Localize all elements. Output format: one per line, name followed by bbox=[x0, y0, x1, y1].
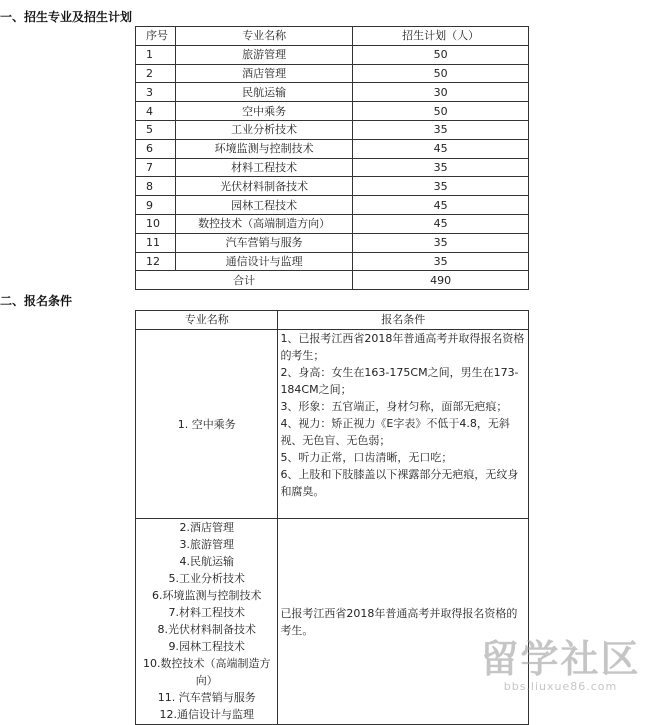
condition-item: 4、视力：矫正视力《E字表》不低于4.8，无斜视、无色盲、无色弱； bbox=[280, 417, 510, 447]
row-no: 4 bbox=[136, 102, 176, 121]
major-name: 11. 汽车营销与服务 bbox=[157, 691, 256, 704]
table-row bbox=[136, 45, 529, 64]
row-no: 7 bbox=[136, 158, 176, 177]
row-no: 3 bbox=[136, 83, 176, 102]
major-name: 1. 空中乘务 bbox=[177, 418, 236, 431]
header-major: 专业名称 bbox=[136, 311, 278, 330]
total-value: 490 bbox=[353, 271, 529, 290]
row-no: 2 bbox=[136, 64, 176, 83]
row-major: 酒店管理 bbox=[175, 64, 353, 83]
enrollment-plan-table bbox=[135, 26, 529, 290]
major-name: 2.酒店管理 bbox=[179, 521, 234, 534]
majors-cell bbox=[136, 519, 278, 725]
row-plan: 35 bbox=[353, 177, 529, 196]
row-plan: 35 bbox=[353, 158, 529, 177]
condition-text: 已报考江西省2018年普通高考并取得报名资格的考生。 bbox=[280, 606, 518, 637]
row-plan: 35 bbox=[353, 120, 529, 139]
condition-item: 5、听力正常，口齿清晰，无口吃； bbox=[280, 451, 453, 464]
header-plan: 招生计划（人） bbox=[353, 27, 529, 46]
watermark-logo bbox=[478, 638, 643, 700]
table-row bbox=[136, 196, 529, 215]
row-major: 空中乘务 bbox=[175, 102, 353, 121]
row-plan: 50 bbox=[353, 64, 529, 83]
table-header-row bbox=[136, 311, 529, 330]
row-major: 民航运输 bbox=[175, 83, 353, 102]
major-name: 7.材料工程技术 bbox=[168, 606, 245, 619]
row-plan: 45 bbox=[353, 139, 529, 158]
row-no: 10 bbox=[136, 214, 176, 233]
major-name: 8.光伏材料制备技术 bbox=[157, 623, 256, 636]
header-major: 专业名称 bbox=[175, 27, 353, 46]
row-major: 光伏材料制备技术 bbox=[175, 177, 353, 196]
major-name: 10.数控技术（高端制造方向） bbox=[142, 657, 271, 687]
table-row bbox=[136, 139, 529, 158]
row-no: 11 bbox=[136, 233, 176, 252]
row-major: 园林工程技术 bbox=[175, 196, 353, 215]
major-name: 5.工业分析技术 bbox=[168, 572, 245, 585]
row-major: 汽车营销与服务 bbox=[175, 233, 353, 252]
table-row bbox=[136, 252, 529, 271]
table-row bbox=[136, 177, 529, 196]
row-plan: 45 bbox=[353, 214, 529, 233]
table-row bbox=[136, 64, 529, 83]
watermark-text: 留学社区 bbox=[480, 637, 641, 681]
row-no: 1 bbox=[136, 45, 176, 64]
section2-title: 二、报名条件 bbox=[0, 294, 73, 308]
conditions-cell bbox=[278, 330, 529, 519]
watermark-url: bbs.liuxue86.com bbox=[503, 680, 618, 693]
major-name: 12.通信设计与监理 bbox=[159, 708, 254, 721]
requirements-table bbox=[135, 310, 529, 725]
table-row bbox=[136, 214, 529, 233]
row-major: 旅游管理 bbox=[175, 45, 353, 64]
row-major: 材料工程技术 bbox=[175, 158, 353, 177]
major-name: 3.旅游管理 bbox=[179, 538, 234, 551]
table-row bbox=[136, 120, 529, 139]
row-plan: 30 bbox=[353, 83, 529, 102]
row-plan: 50 bbox=[353, 45, 529, 64]
row-no: 8 bbox=[136, 177, 176, 196]
row-no: 9 bbox=[136, 196, 176, 215]
row-no: 12 bbox=[136, 252, 176, 271]
row-plan: 45 bbox=[353, 196, 529, 215]
row-plan: 35 bbox=[353, 233, 529, 252]
condition-item: 6、上肢和下肢膝盖以下裸露部分无疤痕，无纹身和腐臭。 bbox=[280, 468, 519, 498]
row-no: 6 bbox=[136, 139, 176, 158]
table-row bbox=[136, 102, 529, 121]
major-cell bbox=[136, 330, 278, 519]
total-label: 合计 bbox=[136, 271, 353, 290]
table-row bbox=[136, 233, 529, 252]
total-row bbox=[136, 271, 529, 290]
row-no: 5 bbox=[136, 120, 176, 139]
table-row bbox=[136, 330, 529, 519]
condition-item: 2、身高：女生在163-175CM之间，男生在173-184CM之间； bbox=[280, 366, 519, 396]
condition-item: 3、形象：五官端正，身材匀称，面部无疤痕； bbox=[280, 400, 508, 413]
row-major: 数控技术（高端制造方向） bbox=[175, 214, 353, 233]
major-name: 9.园林工程技术 bbox=[168, 640, 245, 653]
table-header-row bbox=[136, 27, 529, 46]
row-major: 通信设计与监理 bbox=[175, 252, 353, 271]
table-row bbox=[136, 158, 529, 177]
condition-item: 1、已报考江西省2018年普通高考并取得报名资格的考生； bbox=[280, 332, 525, 362]
major-name: 6.环境监测与控制技术 bbox=[151, 589, 262, 602]
table-row bbox=[136, 519, 529, 725]
major-name: 4.民航运输 bbox=[179, 555, 234, 568]
row-plan: 50 bbox=[353, 102, 529, 121]
row-major: 工业分析技术 bbox=[175, 120, 353, 139]
header-conditions: 报名条件 bbox=[278, 311, 529, 330]
row-plan: 35 bbox=[353, 252, 529, 271]
table-row bbox=[136, 83, 529, 102]
header-no: 序号 bbox=[136, 27, 176, 46]
section1-title: 一、招生专业及招生计划 bbox=[0, 10, 133, 24]
row-major: 环境监测与控制技术 bbox=[175, 139, 353, 158]
